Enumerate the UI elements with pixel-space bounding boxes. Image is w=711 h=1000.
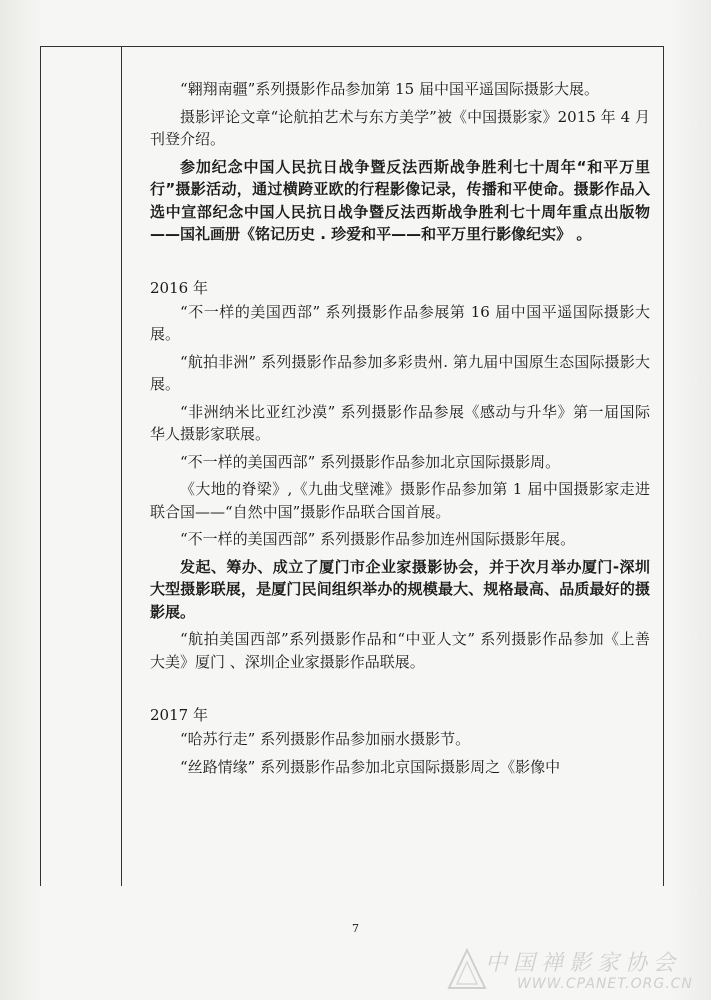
page-number: 7 [352, 922, 359, 935]
document-body [150, 78, 650, 783]
watermark-text: 中国禅影家协会 [485, 951, 682, 976]
paragraph: “非洲纳米比亚红沙漠” 系列摄影作品参展《感动与升华》第一届国际华人摄影家联展。 [150, 402, 650, 443]
paragraph: “不一样的美国西部” 系列摄影作品参加北京国际摄影周。 [180, 452, 561, 471]
paragraph: “航拍非洲” 系列摄影作品参加多彩贵州. 第九届中国原生态国际摄影大展。 [150, 352, 650, 393]
paragraph: 参加纪念中国人民抗日战争暨反法西斯战争胜利七十周年“和平万里行”摄影活动，通过横跨亚欧的行程影像记录，传播和平使命。摄影作品入选中宣部纪念中国人民抗日战争暨反法西斯战争胜利七十周年重点出版物——国礼画册《铭记历史 . 珍爱和平——和平万里行影像纪实》 。 [150, 157, 650, 243]
paragraph: “不一样的美国西部” 系列摄影作品参展第 16 届中国平遥国际摄影大展。 [150, 302, 650, 343]
table-column-divider [121, 46, 122, 886]
paragraph: “不一样的美国西部” 系列摄影作品参加连州国际摄影年展。 [180, 530, 576, 548]
paragraph: 发起、筹办、成立了厦门市企业家摄影协会，并于次月举办厦门-深圳大型摄影联展，是厦门民间组织举办的规模最大、规格最高、品质最好的摄影展。 [150, 557, 650, 621]
year-heading: 2016 年 [150, 278, 208, 297]
paragraph: “航拍美国西部”系列摄影作品和“中亚人文” 系列摄影作品参加《上善大美》厦门 、深圳企业家摄影作品联展。 [150, 630, 650, 671]
watermark-url: WWW.CPANET.ORG.CN [517, 976, 693, 992]
triangle-logo-icon [447, 948, 487, 992]
paragraph: “哈苏行走” 系列摄影作品参加丽水摄影节。 [180, 730, 471, 748]
year-heading: 2017 年 [150, 706, 208, 724]
paragraph: 摄影评论文章“论航拍艺术与东方美学”被《中国摄影家》2015 年 4 月刊登介绍。 [150, 107, 650, 148]
paragraph: “丝路情缘” 系列摄影作品参加北京国际摄影周之《影像中 [180, 757, 561, 776]
watermark [447, 942, 697, 998]
paragraph: “翱翔南疆”系列摄影作品参加第 15 届中国平遥国际摄影大展。 [180, 80, 599, 98]
section-gap [150, 678, 650, 704]
paragraph: 《大地的脊梁》,《九曲戈壁滩》摄影作品参加第 1 届中国摄影家走进联合国——“自然中国”摄影作品联合国首展。 [150, 480, 650, 521]
section-gap [150, 251, 650, 277]
